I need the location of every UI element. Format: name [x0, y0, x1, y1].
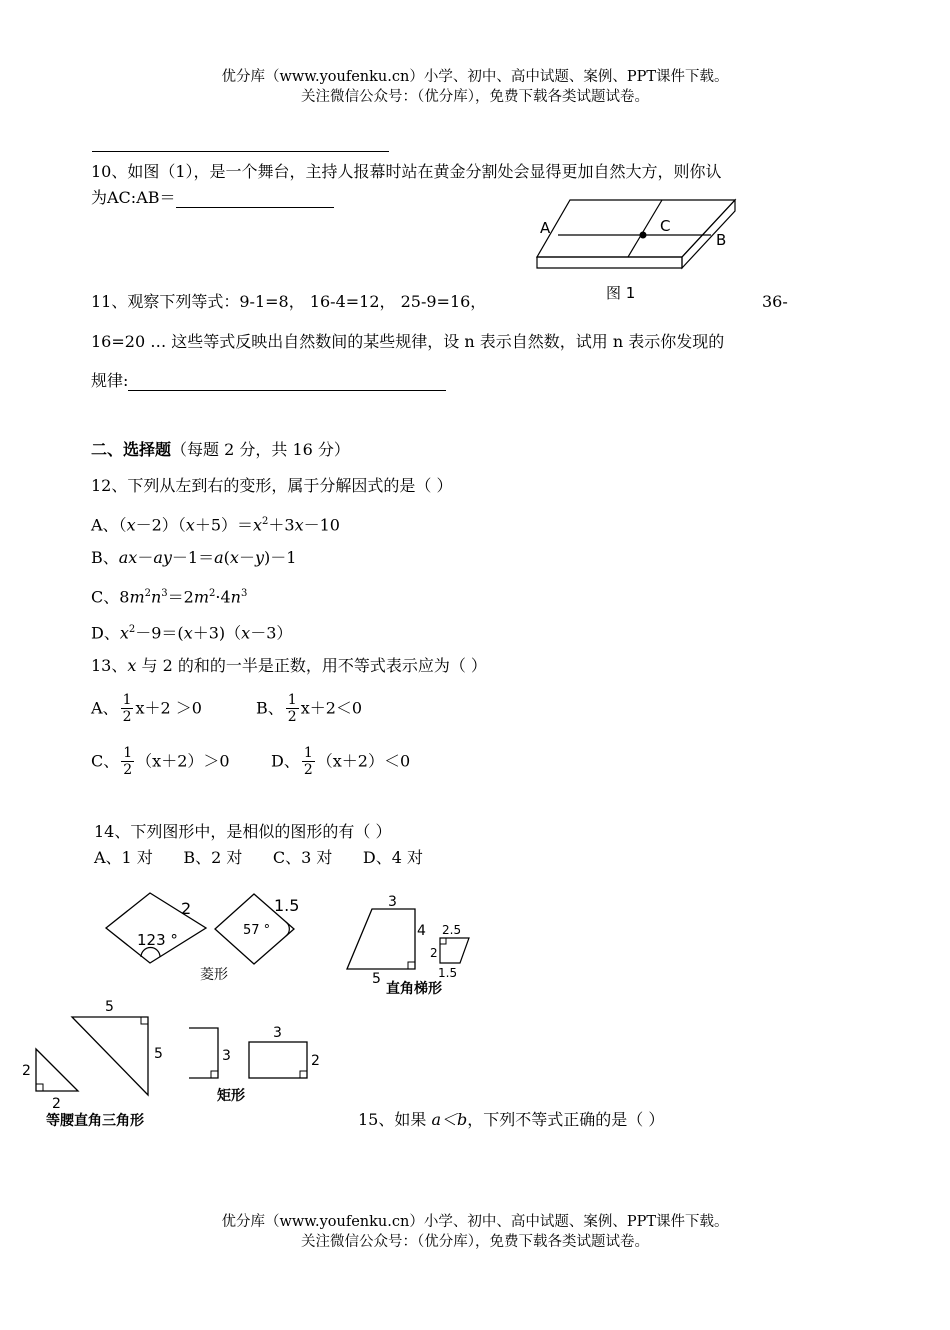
rectangle-2-right-angle	[300, 1071, 307, 1078]
point-c	[640, 232, 647, 239]
q12-b-prefix: B、	[91, 548, 119, 567]
q13-a-tail: x＋2 ＞0	[135, 698, 202, 718]
trapezoid-figure	[342, 893, 477, 1003]
q13-d-num: 1	[303, 745, 313, 761]
trapezoid-1-right-angle	[408, 962, 415, 969]
rectangle-2	[249, 1042, 307, 1078]
q13-b-fraction	[286, 692, 299, 725]
q13-a-fraction	[121, 692, 134, 725]
rect1-side-label: 3	[222, 1048, 231, 1064]
q13-b-tail: x＋2＜0	[300, 698, 363, 718]
q13-option-c	[91, 745, 230, 778]
q12-option-d: D、$x^2-9=(x+3)(x-3)$	[91, 623, 293, 643]
q13-c-label: C、	[91, 751, 120, 771]
trap2-top-label: 2.5	[442, 923, 462, 937]
stage-side-face	[682, 200, 735, 268]
q13-b-label: B、	[256, 698, 284, 718]
trap2-left-label: 2	[430, 946, 438, 960]
q11-line-3	[91, 371, 446, 391]
triangle-caption: 等腰直角三角形	[46, 1113, 144, 1129]
q13-c-tail: （x＋2）＞0	[136, 751, 230, 771]
q14-stem: 14、下列图形中，是相似的图形的有（ ）	[94, 822, 392, 841]
rectangle-1-right-angle	[211, 1071, 218, 1078]
stage-line-c	[628, 200, 662, 257]
rhombus-1-side-label: 2	[181, 899, 192, 918]
section-2-heading	[91, 440, 350, 460]
tri2-right-label: 5	[154, 1046, 163, 1062]
q12-stem: 12、下列从左到右的变形，属于分解因式的是（ ）	[91, 476, 453, 495]
rect2-right-label: 2	[311, 1053, 320, 1069]
figure-1-caption: 图 1	[606, 284, 636, 302]
tri1-left-label: 2	[22, 1063, 31, 1079]
trap1-bottom-label: 5	[372, 971, 381, 987]
q11-line-3-text: 规律:	[91, 371, 129, 390]
q15-condition: a＜b	[431, 1110, 468, 1129]
q13-option-a	[91, 692, 202, 725]
q13-a-den: 2	[122, 709, 132, 725]
triangle-1-right-angle	[36, 1084, 43, 1091]
rect2-top-label: 3	[273, 1025, 282, 1041]
trap1-right-label: 4	[417, 923, 426, 939]
label-a: A	[540, 219, 551, 237]
q10-line-2	[91, 188, 334, 208]
q10-line-2-text: 为AC:AB＝	[91, 188, 176, 207]
label-c: C	[660, 217, 671, 235]
triangle-2	[72, 1017, 148, 1095]
label-b: B	[716, 231, 727, 249]
stage-front-face	[537, 257, 682, 268]
footer-line-2: 关注微信公众号：（优分库），免费下载各类试题试卷。	[301, 1234, 649, 1250]
footer-line-1: 优分库（www.youfenku.cn）小学、初中、高中试题、案例、PPT课件下载。	[221, 1214, 729, 1230]
trap2-bottom-label: 1.5	[438, 966, 458, 980]
tri2-top-label: 5	[105, 999, 114, 1015]
triangle-1	[36, 1049, 78, 1091]
triangle-2-right-angle	[141, 1017, 148, 1024]
q12-option-c: C、$8m^2n^3=2m^2\cdot 4n^3$	[91, 587, 248, 607]
rhombus-2-angle-label: 57 °	[243, 923, 271, 938]
q13-stem-prefix: 13、	[91, 656, 128, 675]
trapezoid-2	[440, 938, 469, 963]
q13-d-den: 2	[303, 762, 313, 778]
q13-option-b	[256, 692, 362, 725]
q11-answer-blank	[128, 375, 446, 391]
answer-blank-9	[92, 151, 389, 152]
trapezoid-1	[347, 909, 415, 969]
q13-stem	[91, 656, 487, 676]
section-2-title: 二、选择题	[91, 440, 172, 459]
q15-suffix: ，下列不等式正确的是（ ）	[467, 1110, 665, 1129]
q10-line-1: 10、如图（1），是一个舞台，主持人报幕时站在黄金分割处会显得更加自然大方，则你认	[91, 162, 722, 181]
q13-c-den: 2	[123, 762, 133, 778]
q12-option-a: A、$(x-2)(x+5)=x^2+3x-10$	[91, 515, 340, 535]
stage-figure	[530, 195, 750, 310]
q12-a-prefix: A、（	[91, 515, 127, 535]
rectangle-figure	[185, 1020, 330, 1110]
q13-d-label: D、	[271, 751, 300, 771]
q13-b-num: 1	[287, 692, 297, 708]
rhombus-caption: 菱形	[200, 967, 228, 983]
header-line-1: 优分库（www.youfenku.cn）小学、初中、高中试题、案例、PPT课件下载。	[221, 69, 729, 85]
q13-d-tail: （x＋2）＜0	[316, 751, 411, 771]
q15-stem	[358, 1110, 664, 1130]
q13-d-fraction	[302, 745, 315, 778]
q12-c-prefix: C、8	[91, 587, 130, 607]
q13-stem-var: x	[127, 656, 137, 675]
stage-top-face	[537, 200, 735, 257]
q13-c-fraction	[121, 745, 134, 778]
q11-line-1-end: 36-	[762, 292, 788, 311]
q11-line-2: 16=20 … 这些等式反映出自然数间的某些规律，设 n 表示自然数，试用 n 表示你发现的	[91, 332, 725, 351]
q10-answer-blank	[176, 192, 334, 208]
trap1-top-label: 3	[388, 894, 397, 910]
q14-options: A、1 对 B、2 对 C、3 对 D、4 对	[94, 848, 423, 867]
triangle-figure	[18, 997, 168, 1132]
q12-option-b: B、ax－ay－1＝a(x－y)－1	[91, 548, 297, 567]
trapezoid-caption: 直角梯形	[386, 981, 442, 997]
q11-line-1: 11、观察下列等式：9-1=8， 16-4=12， 25-9=16，	[91, 292, 487, 311]
q15-prefix: 15、如果	[358, 1110, 432, 1129]
rhombus-figure	[100, 888, 315, 988]
trapezoid-2-right-angle	[440, 938, 446, 944]
q12-d-prefix: D、	[91, 623, 120, 643]
tri1-bottom-label: 2	[52, 1096, 61, 1112]
header-line-2: 关注微信公众号：（优分库），免费下载各类试题试卷。	[301, 89, 649, 105]
q13-c-num: 1	[123, 745, 133, 761]
q13-a-label: A、	[91, 698, 119, 718]
q13-a-num: 1	[122, 692, 132, 708]
section-2-note: （每题 2 分，共 16 分）	[171, 440, 350, 459]
q13-option-d	[271, 745, 410, 778]
q13-b-den: 2	[287, 709, 297, 725]
rhombus-1-angle-label: 123 °	[137, 931, 178, 949]
q13-stem-text: 与 2 的和的一半是正数，用不等式表示应为（ ）	[136, 656, 487, 675]
rectangle-caption: 矩形	[217, 1088, 245, 1104]
rhombus-2-side-label: 1.5	[274, 896, 300, 915]
